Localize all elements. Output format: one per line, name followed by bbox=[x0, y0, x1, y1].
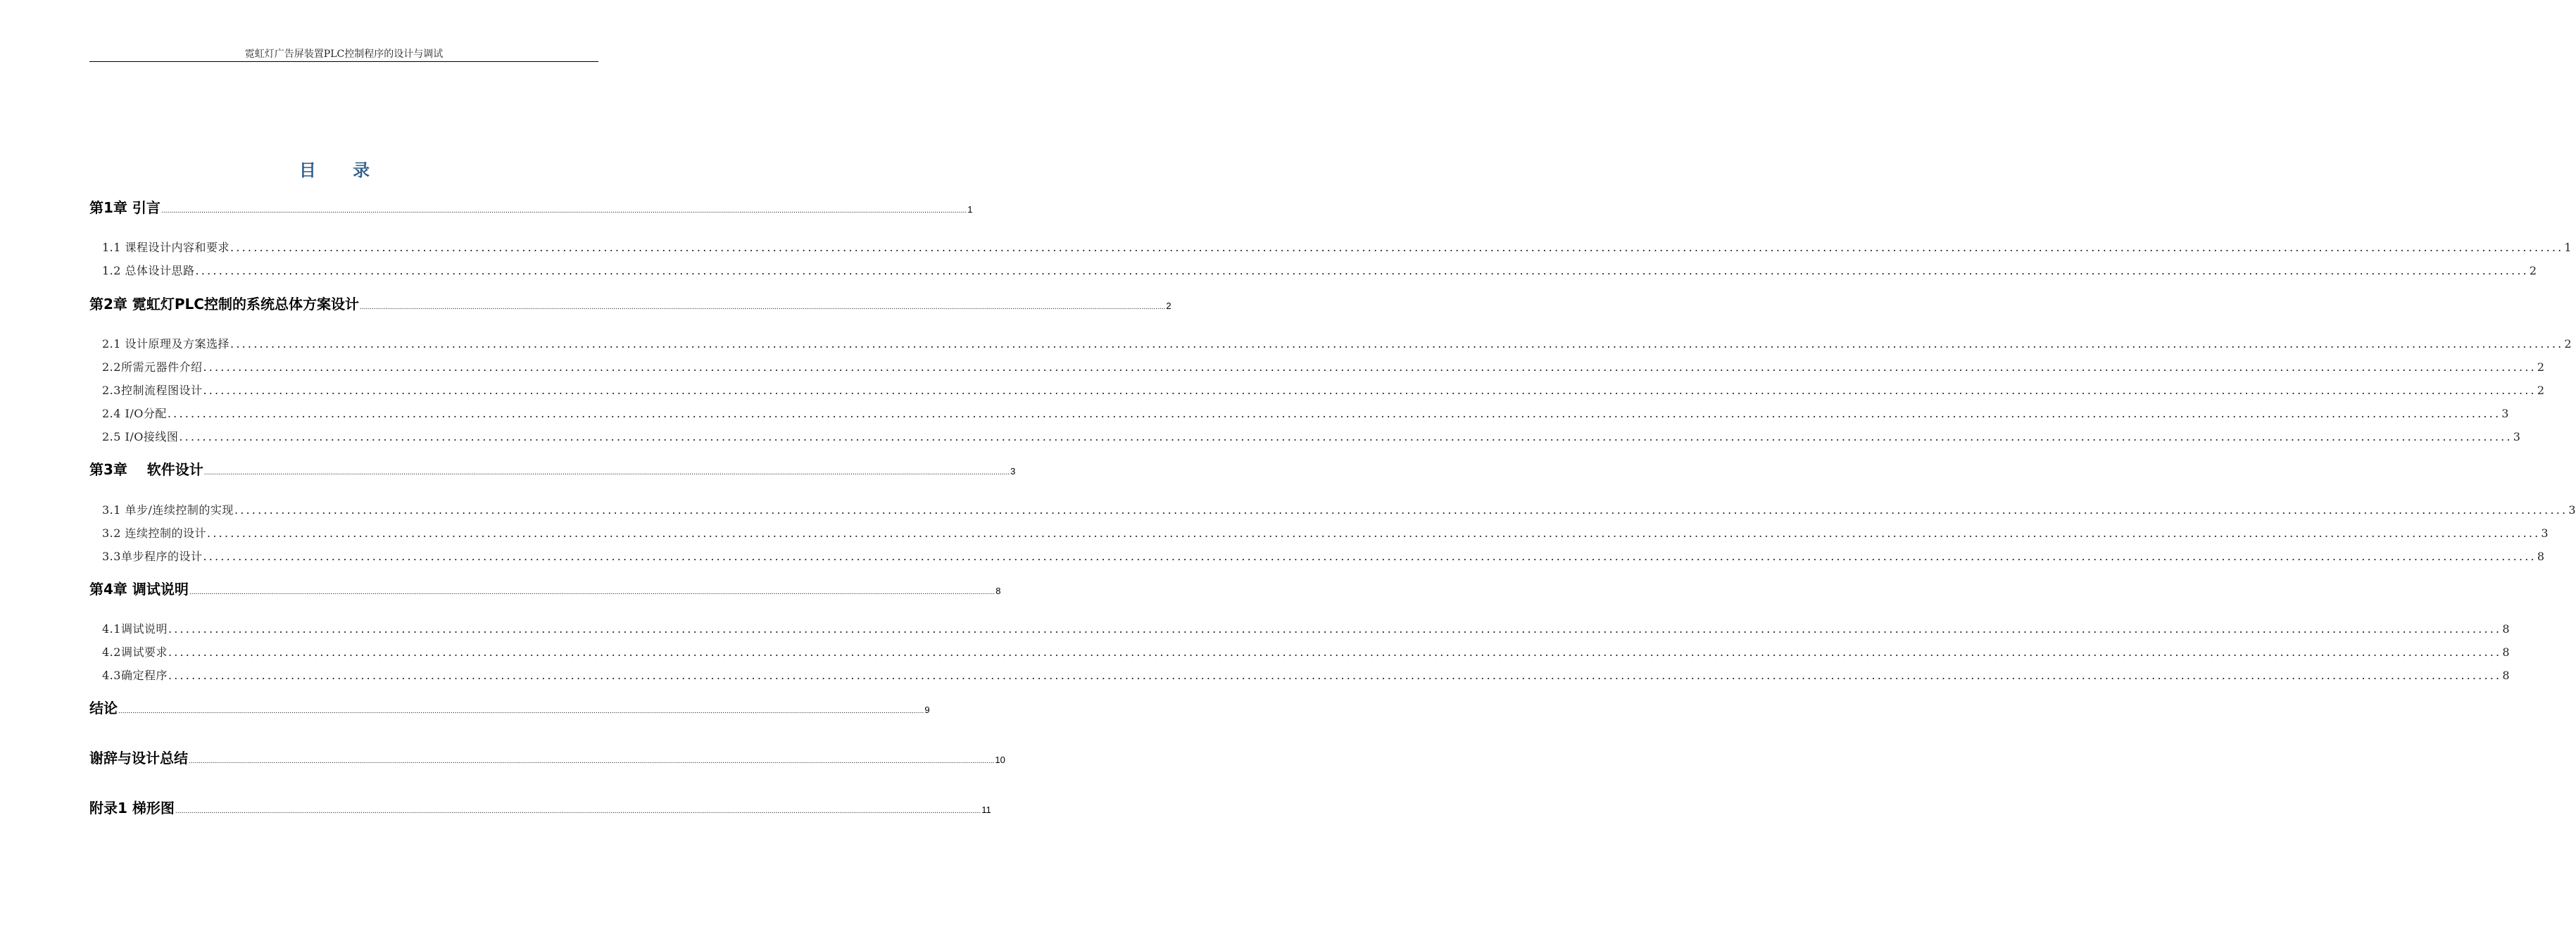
toc-entry-page: 8 bbox=[2502, 622, 2511, 636]
toc-entry-page: 3 bbox=[2513, 430, 2521, 443]
toc-entry-page: 3 bbox=[2541, 526, 2549, 540]
dot-leader: ................................................................................................................................................................................................................................................................................................................................................................................................................ bbox=[203, 384, 2537, 397]
toc-entry-page: 2 bbox=[1166, 301, 1171, 311]
toc-entry-section-3-2[interactable] bbox=[102, 524, 2549, 541]
dot-leader: ................................................................................................................................................................................................................................................................................................................................................................................................................ bbox=[179, 430, 2513, 443]
dot-leader: ................................................................................................................................................................................................................................................................................................................................................................................................................ bbox=[230, 337, 2564, 351]
toc-entry-section-2-1[interactable] bbox=[102, 335, 2572, 351]
toc-entry-page: 8 bbox=[2502, 645, 2511, 659]
toc-entry-section-2-4[interactable] bbox=[102, 405, 2509, 421]
toc-entry-label: 4.1调试说明 bbox=[102, 622, 168, 636]
toc-entry-label: 2.2所需元器件介绍 bbox=[102, 360, 203, 374]
toc-entry-label: 3.1 单步/连续控制的实现 bbox=[102, 503, 234, 517]
toc-entry-label: 1.1 课程设计内容和要求 bbox=[102, 241, 230, 254]
toc-entry-acknowledgements[interactable] bbox=[89, 747, 1005, 767]
toc-entry-label: 1.2 总体设计思路 bbox=[102, 264, 195, 277]
toc-entry-label: 3.2 连续控制的设计 bbox=[102, 526, 207, 540]
dot-leader: ................................................................................................................................................................................................................................................................................................................................................................................................................ bbox=[168, 622, 2502, 636]
toc-entry-chapter-2[interactable] bbox=[89, 293, 1171, 313]
dot-leader: ................................................................................................................................................................................................................................................................................................................................................................................................................ bbox=[161, 208, 967, 215]
toc-entry-label: 第4章 调试说明 bbox=[89, 581, 189, 598]
dot-leader: ................................................................................................................................................................................................................................................................................................................................................................................................................ bbox=[203, 469, 1010, 477]
header-rule bbox=[89, 61, 598, 62]
toc-entry-section-2-3[interactable] bbox=[102, 381, 2545, 398]
toc-entry-label: 2.3控制流程图设计 bbox=[102, 384, 203, 397]
toc-entry-page: 8 bbox=[2502, 669, 2511, 682]
toc-entry-page: 3 bbox=[1010, 466, 1016, 477]
toc-entry-page: 1 bbox=[2564, 241, 2572, 254]
dot-leader: ................................................................................................................................................................................................................................................................................................................................................................................................................ bbox=[195, 264, 2529, 277]
toc-entry-section-2-2[interactable] bbox=[102, 358, 2545, 374]
toc-entry-page: 11 bbox=[981, 805, 991, 815]
toc-entry-conclusion[interactable] bbox=[89, 697, 930, 717]
toc-entry-label: 4.2调试要求 bbox=[102, 645, 168, 659]
toc-entry-label: 3.3单步程序的设计 bbox=[102, 550, 203, 563]
toc-entry-page: 1 bbox=[967, 204, 973, 215]
toc-entry-section-4-1[interactable] bbox=[102, 620, 2511, 636]
toc-entry-section-3-1[interactable] bbox=[102, 501, 2576, 517]
toc-entry-section-3-3[interactable] bbox=[102, 548, 2545, 564]
toc-entry-page: 10 bbox=[995, 755, 1005, 765]
toc-entry-page: 8 bbox=[995, 586, 1001, 596]
toc-entry-label: 2.5 I/O接线图 bbox=[102, 430, 179, 443]
toc-entry-label: 第3章 软件设计 bbox=[89, 461, 203, 478]
dot-leader: ................................................................................................................................................................................................................................................................................................................................................................................................................ bbox=[359, 304, 1166, 311]
dot-leader: ................................................................................................................................................................................................................................................................................................................................................................................................................ bbox=[189, 758, 995, 765]
dot-leader: ................................................................................................................................................................................................................................................................................................................................................................................................................ bbox=[203, 360, 2537, 374]
toc-entry-page: 9 bbox=[924, 705, 930, 715]
toc-entry-section-4-2[interactable] bbox=[102, 643, 2511, 660]
dot-leader: ................................................................................................................................................................................................................................................................................................................................................................................................................ bbox=[118, 708, 924, 715]
toc-entry-appendix-1[interactable] bbox=[89, 797, 991, 817]
toc-entry-section-1-2[interactable] bbox=[102, 262, 2537, 278]
toc-title: 目 录 bbox=[299, 160, 386, 180]
dot-leader: ................................................................................................................................................................................................................................................................................................................................................................................................................ bbox=[230, 241, 2564, 254]
toc-entry-section-1-1[interactable] bbox=[102, 239, 2572, 255]
toc-entry-page: 2 bbox=[2537, 360, 2545, 374]
toc-entry-section-2-5[interactable] bbox=[102, 428, 2521, 444]
toc-entry-label: 结论 bbox=[89, 700, 118, 717]
dot-leader: ................................................................................................................................................................................................................................................................................................................................................................................................................ bbox=[167, 407, 2501, 420]
dot-leader: ................................................................................................................................................................................................................................................................................................................................................................................................................ bbox=[168, 645, 2502, 659]
toc-entry-label: 附录1 梯形图 bbox=[89, 800, 175, 816]
toc-entry-label: 谢辞与设计总结 bbox=[89, 750, 188, 767]
toc-entry-page: 2 bbox=[2564, 337, 2572, 351]
dot-leader: ................................................................................................................................................................................................................................................................................................................................................................................................................ bbox=[234, 503, 2568, 517]
dot-leader: ................................................................................................................................................................................................................................................................................................................................................................................................................ bbox=[168, 669, 2502, 682]
toc-entry-chapter-1[interactable] bbox=[89, 196, 973, 217]
toc-entry-page: 3 bbox=[2568, 503, 2576, 517]
toc-entry-label: 4.3确定程序 bbox=[102, 669, 168, 682]
toc-entry-page: 2 bbox=[2537, 384, 2545, 397]
toc-entry-page: 8 bbox=[2537, 550, 2545, 563]
dot-leader: ................................................................................................................................................................................................................................................................................................................................................................................................................ bbox=[189, 589, 995, 596]
dot-leader: ................................................................................................................................................................................................................................................................................................................................................................................................................ bbox=[203, 550, 2537, 563]
toc-entry-section-4-3[interactable] bbox=[102, 667, 2511, 683]
toc-entry-page: 2 bbox=[2529, 264, 2537, 277]
toc-entry-chapter-4[interactable] bbox=[89, 578, 1001, 598]
toc-entry-label: 第2章 霓虹灯PLC控制的系统总体方案设计 bbox=[89, 296, 359, 313]
toc-entry-label: 2.1 设计原理及方案选择 bbox=[102, 337, 230, 351]
toc-entry-page: 3 bbox=[2501, 407, 2509, 420]
toc-entry-label: 第1章 引言 bbox=[89, 199, 161, 216]
running-header: 霓虹灯广告屏装置PLC控制程序的设计与调试 bbox=[244, 49, 444, 60]
dot-leader: ................................................................................................................................................................................................................................................................................................................................................................................................................ bbox=[175, 808, 981, 815]
dot-leader: ................................................................................................................................................................................................................................................................................................................................................................................................................ bbox=[207, 526, 2541, 540]
toc-entry-chapter-3[interactable] bbox=[89, 458, 1016, 479]
toc-entry-label: 2.4 I/O分配 bbox=[102, 407, 167, 420]
